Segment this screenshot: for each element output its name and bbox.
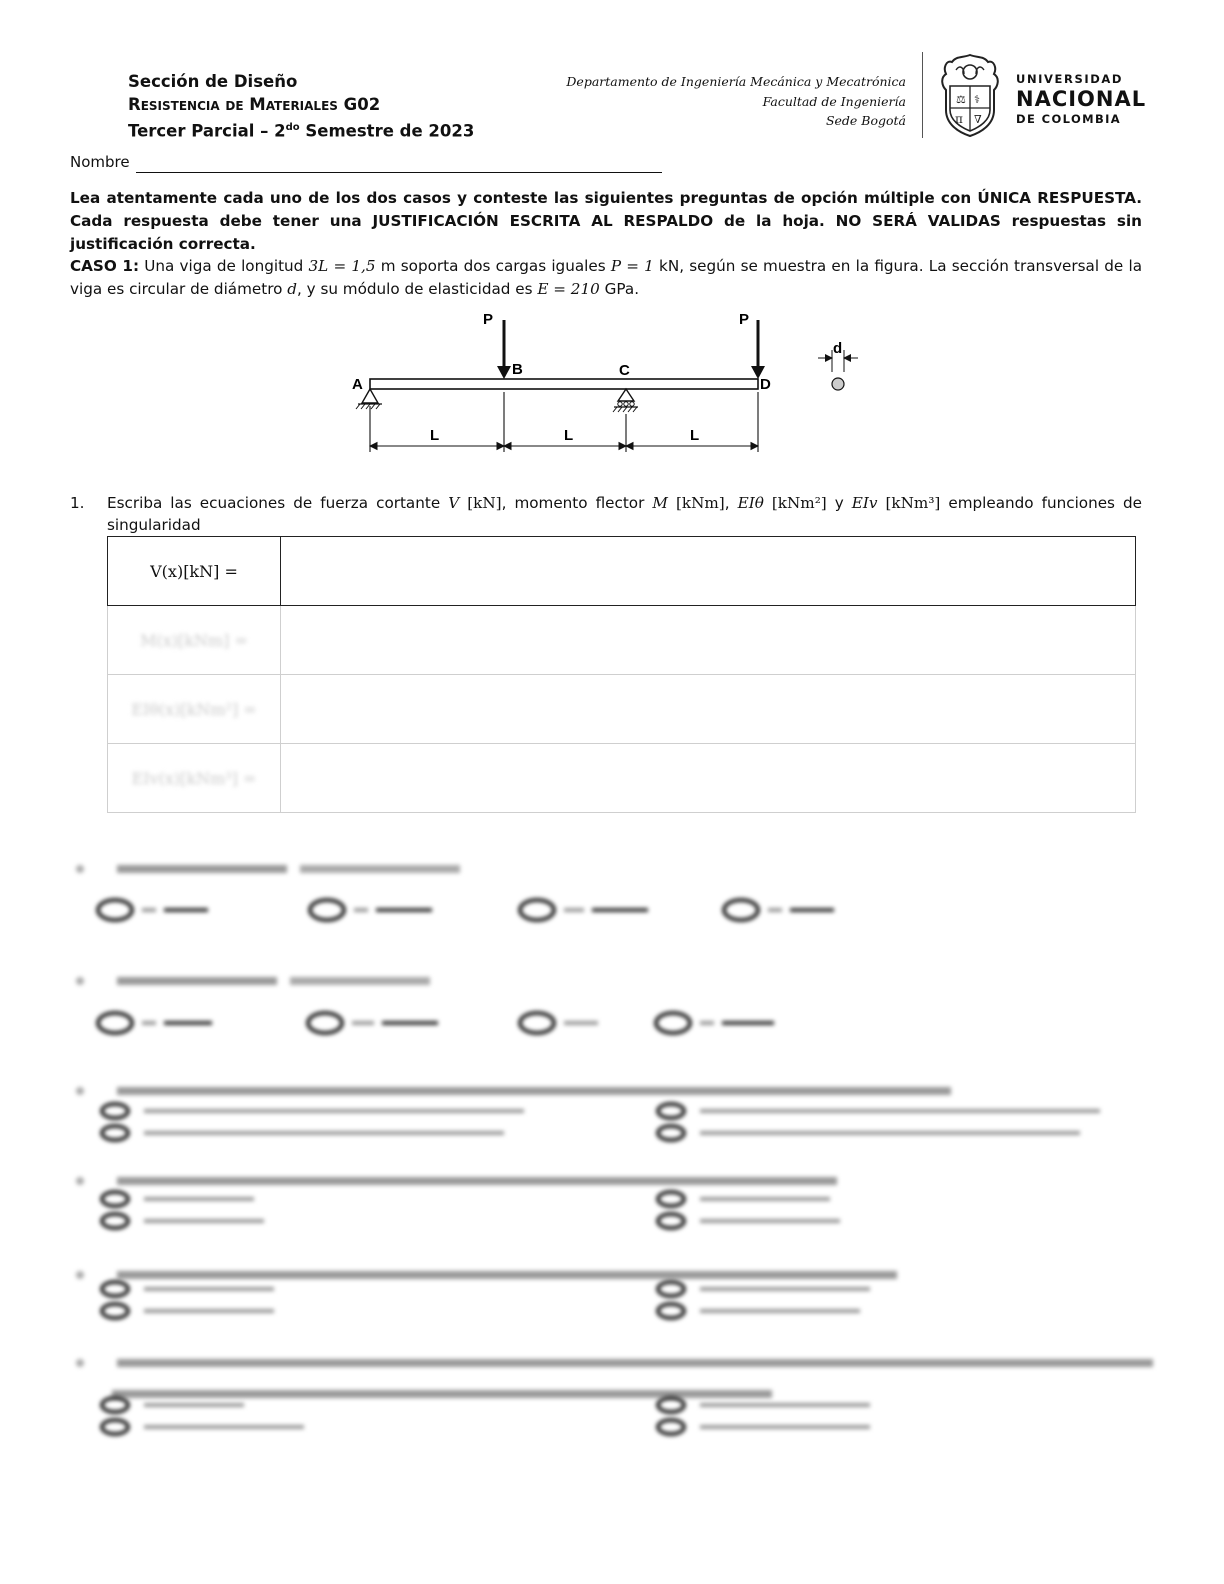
- blurred-option[interactable]: [656, 1100, 1100, 1122]
- blurred-option[interactable]: [100, 1100, 524, 1122]
- point-label-c: C: [619, 362, 630, 379]
- blurred-option[interactable]: [96, 1011, 212, 1035]
- answer-cell-slope[interactable]: [281, 675, 1136, 744]
- section-title: Sección de Diseño: [128, 72, 298, 91]
- blurred-option[interactable]: [518, 898, 648, 922]
- case1-statement: CASO 1: Una viga de longitud 3L = 1,5 m soporta dos cargas iguales P = 1 kN, según se muestra en la figura. La sección transversal de la viga es circular de diámetro d, y su módulo de elasticidad es E = 210 GPa.: [70, 257, 1142, 298]
- department: Departamento de Ingeniería Mecánica y Mecatrónica: [566, 74, 906, 89]
- table-row: [108, 675, 1136, 744]
- blurred-option[interactable]: [100, 1122, 504, 1144]
- table-row: [108, 537, 1136, 606]
- blurred-option[interactable]: [100, 1416, 304, 1438]
- answer-cell-shear[interactable]: [281, 537, 1136, 606]
- beam: [370, 379, 758, 389]
- table-row: [108, 606, 1136, 675]
- svg-text:π: π: [955, 112, 963, 126]
- blurred-question-5: [76, 1170, 837, 1189]
- question-1: 1. Escriba las ecuaciones de fuerza cortante V [kN], momento flector M [kNm], EIθ [kNm²] y EIv [kNm³] empleando funciones de singularidad: [70, 494, 1142, 534]
- blurred-question-4: [76, 1080, 951, 1099]
- beam-diagram: [340, 306, 880, 466]
- load-label-b: P: [483, 311, 494, 328]
- svg-text:∇: ∇: [974, 113, 982, 126]
- answer-cell-deflection[interactable]: [281, 744, 1136, 813]
- name-label: Nombre: [70, 153, 130, 171]
- header-divider: [922, 52, 923, 138]
- blurred-option[interactable]: [100, 1210, 264, 1232]
- course-title: Resistencia de Materiales G02: [128, 95, 381, 114]
- blurred-option[interactable]: [656, 1122, 1080, 1144]
- blurred-option[interactable]: [656, 1188, 830, 1210]
- header-right: [566, 72, 906, 131]
- faculty: Facultad de Ingeniería: [762, 93, 906, 109]
- blurred-option[interactable]: [654, 1011, 774, 1035]
- blurred-option[interactable]: [656, 1278, 870, 1300]
- blurred-option[interactable]: [656, 1394, 870, 1416]
- blurred-question-2: [76, 858, 460, 877]
- campus: Sede Bogotá: [825, 113, 906, 128]
- span-label-cd: L: [690, 427, 700, 444]
- svg-text:⚖: ⚖: [956, 93, 966, 106]
- blurred-option[interactable]: [100, 1300, 274, 1322]
- span-label-bc: L: [564, 427, 574, 444]
- blurred-option[interactable]: [100, 1394, 244, 1416]
- load-p-at-d: [751, 320, 765, 379]
- span-label-ab: L: [430, 427, 440, 444]
- blurred-option[interactable]: [656, 1210, 840, 1232]
- diameter-label: d: [833, 340, 843, 357]
- row-label-deflection: EIv(x)[kNm³] =: [108, 744, 281, 813]
- load-label-d: P: [739, 311, 750, 328]
- exam-title: Tercer Parcial – $2^{do}$ Semestre de 2023: [128, 121, 475, 141]
- blurred-option[interactable]: [656, 1300, 860, 1322]
- row-label-shear: V(x)[kN] =: [108, 537, 281, 606]
- row-label-slope: EIθ(x)[kNm²] =: [108, 675, 281, 744]
- load-p-at-b: [497, 320, 511, 379]
- blurred-option[interactable]: [656, 1416, 870, 1438]
- point-label-d: D: [760, 376, 771, 393]
- blurred-option[interactable]: [96, 898, 208, 922]
- instructions: Lea atentamente cada uno de los dos casos y conteste las siguientes preguntas de opción múltiple con ÚNICA RESPUESTA. Cada respuesta debe tener una JUSTIFICACIÓN ESCRITA AL RESPALDO de la hoja. NO SERÁ VALIDAS respuestas sin justificación correcta.: [70, 189, 1142, 253]
- blurred-option[interactable]: [722, 898, 834, 922]
- university-name: UNIVERSIDAD NACIONAL DE COLOMBIA: [1016, 72, 1147, 126]
- name-input-line[interactable]: [136, 172, 662, 173]
- header-left: [128, 70, 474, 143]
- equations-table: [107, 536, 1136, 813]
- point-label-a: A: [352, 376, 363, 393]
- table-row: [108, 744, 1136, 813]
- blurred-option[interactable]: [306, 1011, 438, 1035]
- svg-text:⚕: ⚕: [974, 93, 980, 106]
- blurred-option[interactable]: [100, 1278, 274, 1300]
- answer-cell-moment[interactable]: [281, 606, 1136, 675]
- row-label-moment: M(x)[kNm] =: [108, 606, 281, 675]
- blurred-option[interactable]: [308, 898, 432, 922]
- roller-support-c: [613, 389, 638, 412]
- university-seal-icon: [934, 52, 1006, 138]
- blurred-question-3: [76, 970, 430, 989]
- point-label-b: B: [512, 361, 523, 378]
- blurred-option[interactable]: [518, 1011, 598, 1035]
- blurred-option[interactable]: [100, 1188, 254, 1210]
